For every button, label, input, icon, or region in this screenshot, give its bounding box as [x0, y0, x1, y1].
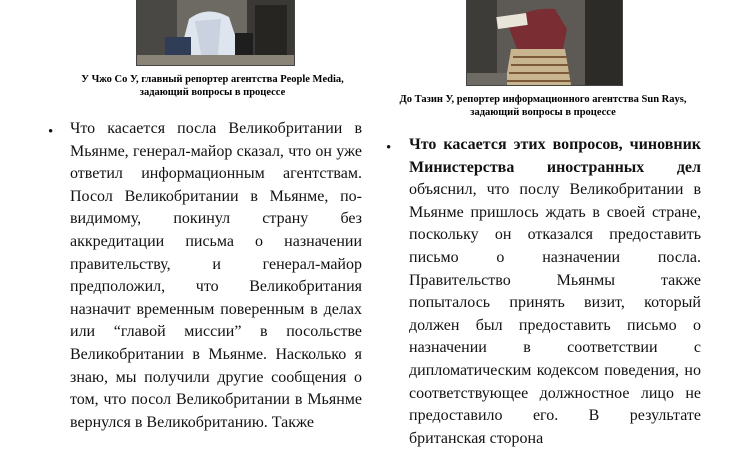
photo-image	[467, 0, 622, 85]
reporter-photo-left	[136, 0, 295, 66]
reporter-photo-right	[466, 0, 623, 86]
bullet-left: •	[48, 124, 54, 140]
right-column	[409, 134, 701, 450]
photo-image	[137, 0, 294, 65]
photo-caption-right: До Тазин У, репортер информационного агентства Sun Rays, задающий вопросы в процессе	[399, 94, 687, 118]
right-paragraph-rest: объяснил, что послу Великобритании в Мьянме пришлось ждать в своей стране, поскольку он отказался предоставить письмо о назначении посла. Правительство Мьянмы также попыталось принять визит, который должен был предоставить письмо о назначении в соответствии с дипломатическим кодексом поведения, но соответствующее должностное лицо не предоставило его. В результате британская сторона	[409, 181, 701, 447]
bullet-right: •	[386, 140, 392, 156]
photo-caption-left: У Чжо Со У, главный репортер агентства People Media, задающий вопросы в процессе	[81, 74, 344, 98]
left-paragraph: Что касается посла Великобритании в Мьянме, генерал-майор сказал, что он уже ответил информационным агентствам. Посол Великобритании в Мьянме, по-видимому, покинул страну без аккредитации письма о назначении правительству, и генерал-майор предположил, что Великобритания назначит временным поверенным в делах или “главой миссии” в посольстве Великобритании в Мьянме. Насколько я знаю, мы получили другие сообщения о том, что посол Великобритании в Мьянме вернулся в Великобританию. Также	[70, 120, 362, 431]
right-paragraph	[409, 134, 701, 450]
left-column	[70, 118, 362, 434]
right-paragraph-bold-lead: Что касается этих вопросов, чиновник Министерства иностранных дел	[409, 136, 701, 176]
